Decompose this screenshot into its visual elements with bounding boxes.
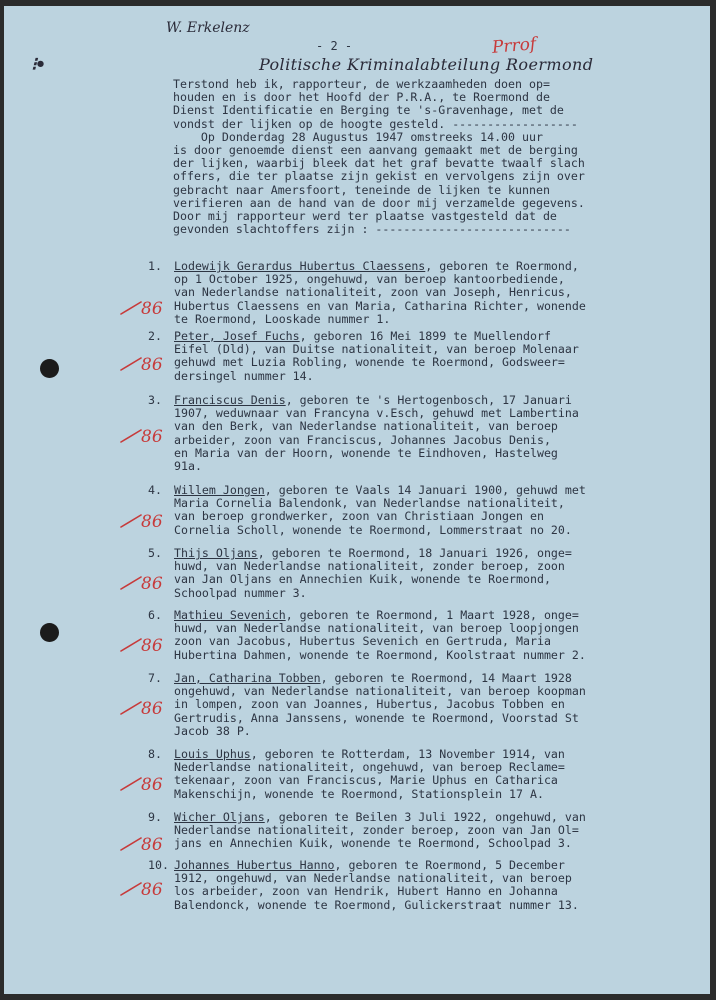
text-line: zoon van Jacobus, Hubertus Sevenich en Gertruda, Maria [174, 634, 551, 649]
text-line: Nederlandse nationaliteit, zonder beroep, zoon van Jan Ol= [174, 823, 579, 838]
victim-name: Mathieu Sevenich [174, 608, 286, 622]
victim-details: , geboren te Roermond, 14 Maart 1928 [320, 671, 572, 685]
text-line: van den Berk, van Nederlandse nationaliteit, van beroep [174, 419, 558, 434]
text-line: in lompen, zoon van Joannes, Hubertus, Jacobus Tobben en [174, 697, 565, 712]
entry-text [174, 811, 674, 851]
text-line: gebracht naar Amersfoort, teneinde de lijken te kunnen [173, 182, 550, 197]
text-line: Door mij rapporteur werd ter plaatse vastgesteld dat de [173, 209, 557, 224]
handwritten-place: W. Erkelenz [166, 20, 250, 36]
svg-text:86: 86 [141, 636, 163, 656]
entry-number: 7. [148, 671, 162, 685]
entry-text [174, 330, 674, 383]
victim-name: Wicher Oljans [174, 810, 265, 824]
entry-text [174, 260, 674, 326]
svg-text:86: 86 [141, 699, 163, 719]
text-line: Nederlandse nationaliteit, ongehuwd, van beroep Reclame= [174, 760, 565, 775]
page-number: - 2 - [316, 39, 353, 53]
text-line: Balendonck, wonende te Roermond, Gulickerstraat nummer 13. [174, 897, 579, 912]
text-line: arbeider, zoon van Franciscus, Johannes Jacobus Denis, [174, 432, 551, 447]
text-line: Eifel (Dld), van Duitse nationaliteit, van beroep Molenaar [174, 342, 579, 357]
victim-name: Louis Uphus [174, 747, 251, 761]
punch-hole [40, 623, 59, 642]
victim-details: , geboren te Beilen 3 Juli 1922, ongehuwd, van [264, 810, 586, 824]
svg-text:86: 86 [141, 512, 163, 532]
text-line: Dienst Identificatie en Berging te 's-Gravenhage, met de [173, 103, 564, 118]
victim-details: , geboren te Vaals 14 Januari 1900, gehuwd met [264, 483, 586, 497]
entry-text [174, 484, 674, 537]
victim-details: , geboren 16 Mei 1899 te Muellendorf [299, 329, 551, 343]
text-line: dersingel nummer 14. [174, 368, 314, 383]
text-line: Makenschijn, wonende te Roermond, Stationsplein 17 A. [174, 786, 544, 801]
entry-text [174, 672, 674, 738]
victim-name: Lodewijk Gerardus Hubertus Claessens [174, 259, 426, 273]
svg-text:86: 86 [141, 427, 163, 447]
text-line: Maria Cornelia Balendonk, van Nederlandse nationaliteit, [174, 496, 565, 511]
text-line: jans en Annechien Kuik, wonende te Roermond, Schoolpad 3. [174, 836, 572, 851]
text-line: 91a. [174, 459, 202, 474]
svg-text:86: 86 [141, 835, 163, 855]
text-line: Gertrudis, Anna Janssens, wonende te Roermond, Voorstad St [174, 710, 579, 725]
red-annotation: Prrof [491, 34, 538, 58]
entry-text [174, 394, 674, 473]
text-line: 1912, ongehuwd, van Nederlandse nationaliteit, van beroep [174, 871, 572, 886]
text-line: en Maria van der Hoorn, wonende te Eindhoven, Hastelweg [174, 445, 558, 460]
entry-number: 6. [148, 608, 162, 622]
red-check-mark [119, 694, 174, 720]
entry-number: 9. [148, 810, 162, 824]
entry-text [174, 859, 674, 912]
text-line: huwd, van Nederlandse nationaliteit, van beroep loopjongen [174, 621, 579, 636]
text-line: houden en is door het Hoofd der P.R.A., te Roermond de [173, 90, 550, 105]
text-line: offers, die ter plaatse zijn gekist en vervolgens zijn over [173, 169, 585, 184]
entry-number: 8. [148, 747, 162, 761]
red-check-mark [119, 770, 174, 796]
victim-name: Willem Jongen [174, 483, 265, 497]
victim-details: , geboren te Roermond, 18 Januari 1926, onge= [257, 546, 572, 560]
victim-details: , geboren te Roermond, [425, 259, 579, 273]
text-line: ongehuwd, van Nederlandse nationaliteit, van beroep koopman [174, 684, 586, 699]
entry-number: 3. [148, 393, 162, 407]
text-line: van beroep grondwerker, zoon van Christiaan Jongen en [174, 509, 544, 524]
text-line: Schoolpad nummer 3. [174, 585, 307, 600]
entry-text [174, 547, 674, 600]
text-line: van Nederlandse nationaliteit, zoon van Joseph, Henricus, [174, 285, 572, 300]
red-check-mark [119, 507, 174, 533]
text-line: van Jan Oljans en Annechien Kuik, wonende te Roermond, [174, 572, 551, 587]
victim-details: , geboren te 's Hertogenbosch, 17 Januari [285, 393, 572, 407]
victim-name: Peter, Josef Fuchs [174, 329, 300, 343]
document-page [4, 6, 710, 994]
victim-name: Franciscus Denis [174, 393, 286, 407]
text-line: los arbeider, zoon van Hendrik, Hubert Hanno en Johanna [174, 884, 558, 899]
text-line: 1907, weduwnaar van Francyna v.Esch, gehuwd met Lambertina [174, 406, 579, 421]
victim-name: Thijs Oljans [174, 546, 258, 560]
text-line: Jacob 38 P. [174, 723, 251, 738]
text-line: is door genoemde dienst een aanvang gemaakt met de berging [173, 143, 578, 158]
svg-text:86: 86 [141, 355, 163, 375]
text-line: der lijken, waarbij bleek dat het graf bevatte twaalf slach [173, 156, 585, 171]
text-line: verifieren aan de hand van de door mij verzamelde gegevens. [173, 195, 585, 210]
text-line: te Roermond, Looskade nummer 1. [174, 311, 391, 326]
victim-details: , geboren te Rotterdam, 13 November 1914, van [250, 747, 565, 761]
text-line: Hubertus Claessens en van Maria, Catharina Richter, wonende [174, 298, 586, 313]
victim-name: Johannes Hubertus Hanno [174, 858, 335, 872]
red-check-mark [119, 294, 174, 320]
text-line: gehuwd met Luzia Robling, wonende te Roermond, Godsweer= [174, 355, 565, 370]
text-line: gevonden slachtoffers zijn : ---------------------------- [173, 222, 571, 237]
text-line: Terstond heb ik, rapporteur, de werkzaamheden doen op= [173, 77, 550, 91]
entry-number: 1. [148, 259, 162, 273]
text-line: Op Donderdag 28 Augustus 1947 omstreeks 14.00 uur [173, 129, 543, 144]
svg-text:86: 86 [141, 299, 163, 319]
entry-number: 2. [148, 329, 162, 343]
red-check-mark [119, 350, 174, 376]
red-check-mark [119, 830, 174, 856]
entry-number: 5. [148, 546, 162, 560]
text-line: op 1 October 1925, ongehuwd, van beroep kantoorbediende, [174, 272, 565, 287]
red-check-mark [119, 569, 174, 595]
entry-number: 4. [148, 483, 162, 497]
victim-details: , geboren te Roermond, 5 December [334, 858, 565, 872]
pin-mark: ⁝• [31, 54, 45, 75]
text-line: vondst der lijken op de hoogte gesteld. ------------------ [173, 116, 578, 131]
handwritten-title: Politische Kriminalabteilung Roermond [259, 55, 594, 74]
red-check-mark [119, 422, 174, 448]
red-check-mark [119, 631, 174, 657]
entry-text [174, 609, 674, 662]
intro-paragraph [173, 78, 671, 236]
victim-name: Jan, Catharina Tobben [174, 671, 321, 685]
text-line: Cornelia Scholl, wonende te Roermond, Lommerstraat no 20. [174, 522, 572, 537]
red-check-mark [119, 875, 174, 901]
punch-hole [40, 359, 59, 378]
svg-text:86: 86 [141, 574, 163, 594]
svg-text:86: 86 [141, 880, 163, 900]
text-line: huwd, van Nederlandse nationaliteit, zonder beroep, zoon [174, 559, 565, 574]
text-line: Hubertina Dahmen, wonende te Roermond, Koolstraat nummer 2. [174, 647, 586, 662]
entry-number: 10. [148, 858, 169, 872]
entry-text [174, 748, 674, 801]
victim-details: , geboren te Roermond, 1 Maart 1928, onge= [285, 608, 579, 622]
text-line: tekenaar, zoon van Franciscus, Marie Uphus en Catharica [174, 773, 558, 788]
svg-text:86: 86 [141, 775, 163, 795]
